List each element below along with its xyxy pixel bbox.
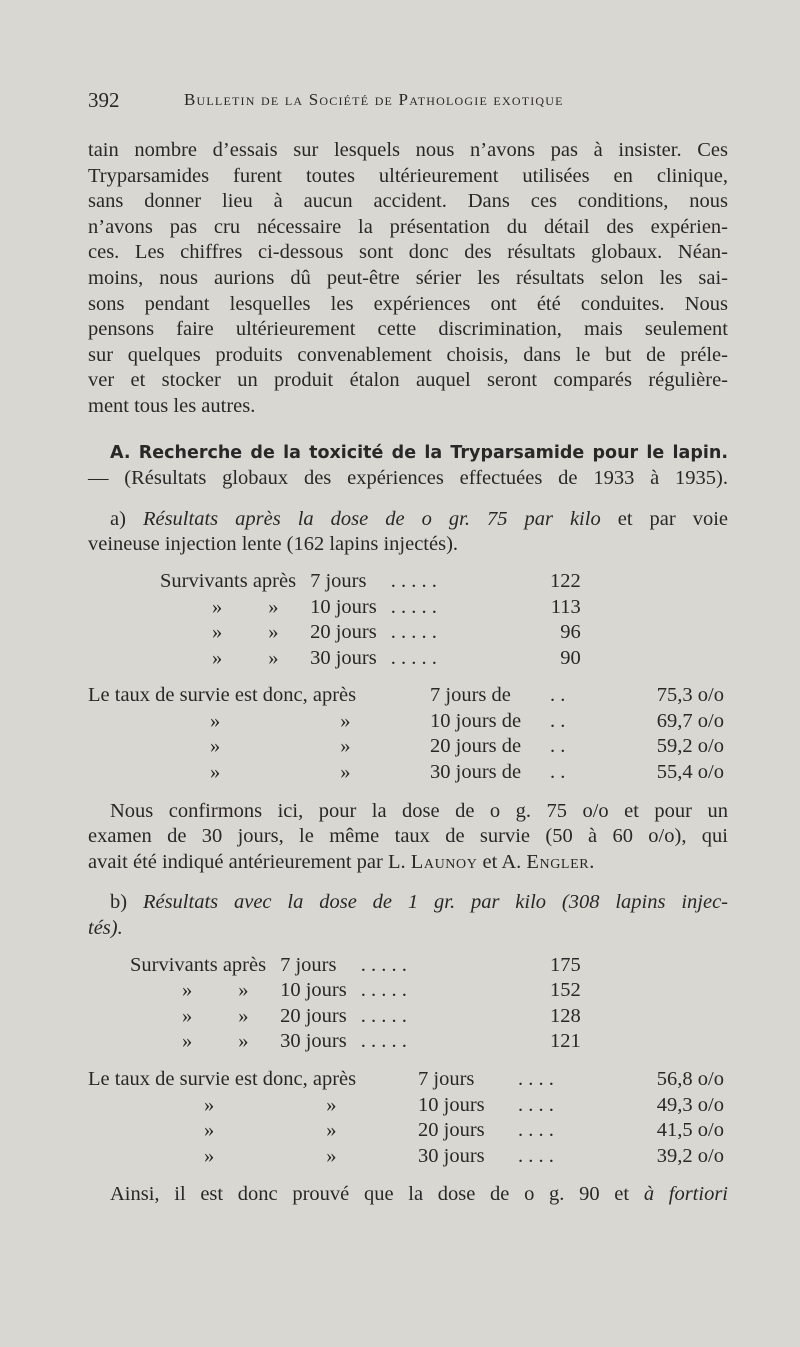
author-name: Engler [526, 850, 590, 873]
row-days: 10 jours [280, 979, 347, 1002]
row-value: 56,8 o/o [656, 1068, 724, 1090]
ditto-mark: » [340, 761, 351, 784]
intro-line: Tryparsamides furent toutes ultérieurement utilisées en clinique, [88, 164, 728, 187]
table-row [88, 710, 724, 736]
row-days: 30 jours de [430, 761, 522, 784]
row-days: 7 jours [280, 953, 337, 976]
part-b-line1 [88, 890, 728, 916]
row-label [88, 710, 430, 736]
table-row [88, 1094, 724, 1120]
table-row [160, 570, 581, 596]
row-label: Le taux de survie est donc, après [88, 684, 357, 707]
intro-line: tain nombre d’essais sur lesquels nous n’avons pas à insister. Ces [88, 139, 728, 161]
final-text: Ainsi, il est donc prouvé que la dose de o g. 90 et [110, 1183, 630, 1206]
row-dots: . . . . . [390, 621, 437, 644]
ditto-mark: » [212, 595, 223, 618]
row-value: 122 [549, 569, 581, 592]
row-value: 90 [560, 646, 581, 669]
part-a-conclusion [88, 799, 728, 876]
ditto-mark: » [204, 1093, 215, 1116]
table-row [130, 979, 581, 1005]
table-row [88, 1068, 724, 1094]
row-value: 175 [549, 953, 581, 976]
intro-line: n’avons pas cru nécessaire la présentation du détail des expérien- [88, 215, 728, 238]
row-label [88, 761, 430, 787]
row-value: 69,7 o/o [656, 709, 724, 732]
ditto-mark: » [268, 621, 279, 644]
ditto-mark: » [182, 1030, 193, 1053]
row-value: 75,3 o/o [656, 684, 724, 707]
row-label: Le taux de survie est donc, après [88, 1068, 357, 1090]
section-a-heading [88, 440, 728, 492]
table-row [88, 1119, 724, 1145]
row-days: 20 jours [418, 1119, 485, 1142]
row-label [88, 1094, 418, 1120]
row-dots: . . [550, 709, 566, 732]
ditto-mark: » [326, 1144, 337, 1167]
part-a-survivors-table [160, 570, 581, 672]
running-title: Bulletin de la Société de Pathologie exotique [184, 90, 564, 109]
row-days: 7 jours de [430, 684, 511, 707]
part-a-intro [88, 507, 728, 558]
conclusion-line: examen de 30 jours, le même taux de survie (50 à 60 o/o), qui [88, 825, 728, 848]
intro-line: ment tous les autres. [88, 394, 256, 417]
row-dots: . . . . [518, 1119, 554, 1142]
row-value: 59,2 o/o [656, 735, 724, 758]
row-label: Survivants après [130, 953, 267, 976]
table-row [160, 621, 581, 647]
ditto-mark: » [204, 1144, 215, 1167]
row-value: 39,2 o/o [656, 1144, 724, 1167]
intro-line: sans donner lieu à aucun accident. Dans ces conditions, nous [88, 190, 728, 213]
row-dots: . . . . . [360, 1004, 407, 1027]
row-dots: . . . . . [360, 953, 407, 976]
conclusion-last-line [88, 850, 728, 876]
row-dots: . . [550, 735, 566, 758]
ditto-mark: » [182, 979, 193, 1002]
part-a-rest: et par voie [617, 507, 729, 530]
ditto-mark: » [212, 646, 223, 669]
ditto-mark: » [326, 1093, 337, 1116]
conclusion-text: et A. [482, 850, 522, 873]
row-label [130, 979, 266, 1005]
row-value: 152 [549, 979, 581, 1002]
ditto-mark: » [238, 979, 249, 1002]
part-a-line1 [88, 507, 728, 533]
row-dots: . . [550, 761, 566, 784]
ditto-mark: » [326, 1119, 337, 1142]
ditto-mark: » [210, 735, 221, 758]
row-dots: . . . . . [390, 646, 437, 669]
part-a-line2: veineuse injection lente (162 lapins injectés). [88, 533, 459, 556]
final-line [88, 1182, 728, 1208]
page-number: 392 [88, 88, 120, 112]
row-dots: . . . . . [360, 1030, 407, 1053]
conclusion-line: Nous confirmons ici, pour la dose de o g. 75 o/o et pour un [110, 799, 728, 822]
table-row [160, 596, 581, 622]
row-value: 96 [560, 621, 581, 644]
intro-line: sur quelques produits convenablement choisis, dans le but de préle- [88, 343, 728, 366]
ditto-mark: » [238, 1004, 249, 1027]
row-label [130, 1030, 266, 1056]
part-b-line2 [88, 916, 728, 942]
part-a-label: a) [110, 507, 126, 530]
row-days: 20 jours [310, 621, 377, 644]
part-a-rates-table [88, 684, 724, 786]
row-label [88, 1119, 418, 1145]
table-row [88, 735, 724, 761]
row-dots: . . . . [518, 1144, 554, 1167]
ditto-mark: » [212, 621, 223, 644]
part-b-label: b) [110, 891, 128, 914]
section-a-title: A. Recherche de la toxicité de la Tryparsamide pour le lapin. [110, 442, 728, 463]
row-label [88, 735, 430, 761]
row-label [130, 1005, 266, 1031]
part-b-italic: Résultats avec la dose de 1 gr. par kilo (308 lapins injec- [142, 891, 728, 914]
table-row [130, 1030, 581, 1056]
part-b-survivors-table [130, 954, 581, 1056]
table-row [130, 1005, 581, 1031]
part-b-rates-table [88, 1068, 724, 1170]
row-value: 49,3 o/o [656, 1093, 724, 1116]
section-a-subtitle: — (Résultats globaux des expériences effectuées de 1933 à 1935). [88, 467, 728, 490]
intro-line: ver et stocker un produit étalon auquel seront comparés régulière- [88, 369, 728, 392]
part-b-italic: tés). [88, 917, 123, 940]
row-dots: . . . . . [390, 595, 437, 618]
table-row [88, 761, 724, 787]
conclusion-text: . [589, 850, 595, 873]
row-label: Survivants après [160, 569, 297, 592]
row-value: 41,5 o/o [656, 1119, 724, 1142]
row-days: 30 jours [280, 1030, 347, 1053]
row-label [88, 1145, 418, 1171]
ditto-mark: » [182, 1004, 193, 1027]
row-label [160, 621, 296, 647]
final-paragraph [88, 1182, 728, 1208]
row-days: 10 jours de [430, 709, 522, 732]
table-row [130, 954, 581, 980]
row-dots: . . [550, 684, 566, 707]
row-value: 113 [550, 595, 581, 618]
row-days: 7 jours [418, 1068, 475, 1090]
row-dots: . . . . [518, 1093, 554, 1116]
intro-line: sons pendant lesquelles les expériences ont été conduites. Nous [88, 292, 728, 315]
ditto-mark: » [204, 1119, 215, 1142]
ditto-mark: » [340, 735, 351, 758]
part-a-italic: Résultats après la dose de o gr. 75 par kilo [142, 507, 601, 530]
ditto-mark: » [238, 1030, 249, 1053]
row-days: 10 jours [418, 1093, 485, 1116]
row-dots: . . . . . [390, 569, 437, 592]
row-days: 30 jours [310, 646, 377, 669]
ditto-mark: » [268, 646, 279, 669]
page-body [88, 138, 728, 1208]
ditto-mark: » [210, 761, 221, 784]
intro-line: pensons faire ultérieurement cette discrimination, mais seulement [88, 318, 728, 341]
ditto-mark: » [268, 595, 279, 618]
table-row [160, 647, 581, 673]
ditto-mark: » [210, 709, 221, 732]
table-row [88, 1145, 724, 1171]
author-name: Launoy [410, 850, 478, 873]
row-days: 20 jours [280, 1004, 347, 1027]
ditto-mark: » [340, 709, 351, 732]
intro-line: ces. Les chiffres ci-dessous sont donc des résultats globaux. Néan- [88, 241, 728, 264]
intro-line: moins, nous aurions dû peut-être sérier les résultats selon les sai- [88, 266, 728, 289]
row-value: 121 [549, 1030, 581, 1053]
row-dots: . . . . . [360, 979, 407, 1002]
conclusion-text: avait été indiqué antérieurement par L. [88, 850, 406, 873]
part-b-intro [88, 890, 728, 941]
row-days: 7 jours [310, 569, 367, 592]
row-dots: . . . . [518, 1068, 554, 1090]
row-value: 128 [549, 1004, 581, 1027]
row-days: 30 jours [418, 1144, 485, 1167]
row-label [160, 596, 296, 622]
intro-paragraph [88, 138, 728, 420]
page-header [88, 88, 728, 116]
final-italic: à fortiori [643, 1183, 728, 1206]
row-days: 20 jours de [430, 735, 522, 758]
row-label [160, 647, 296, 673]
table-row [88, 684, 724, 710]
row-value: 55,4 o/o [656, 761, 724, 784]
row-days: 10 jours [310, 595, 377, 618]
section-a-title-line [88, 440, 728, 467]
